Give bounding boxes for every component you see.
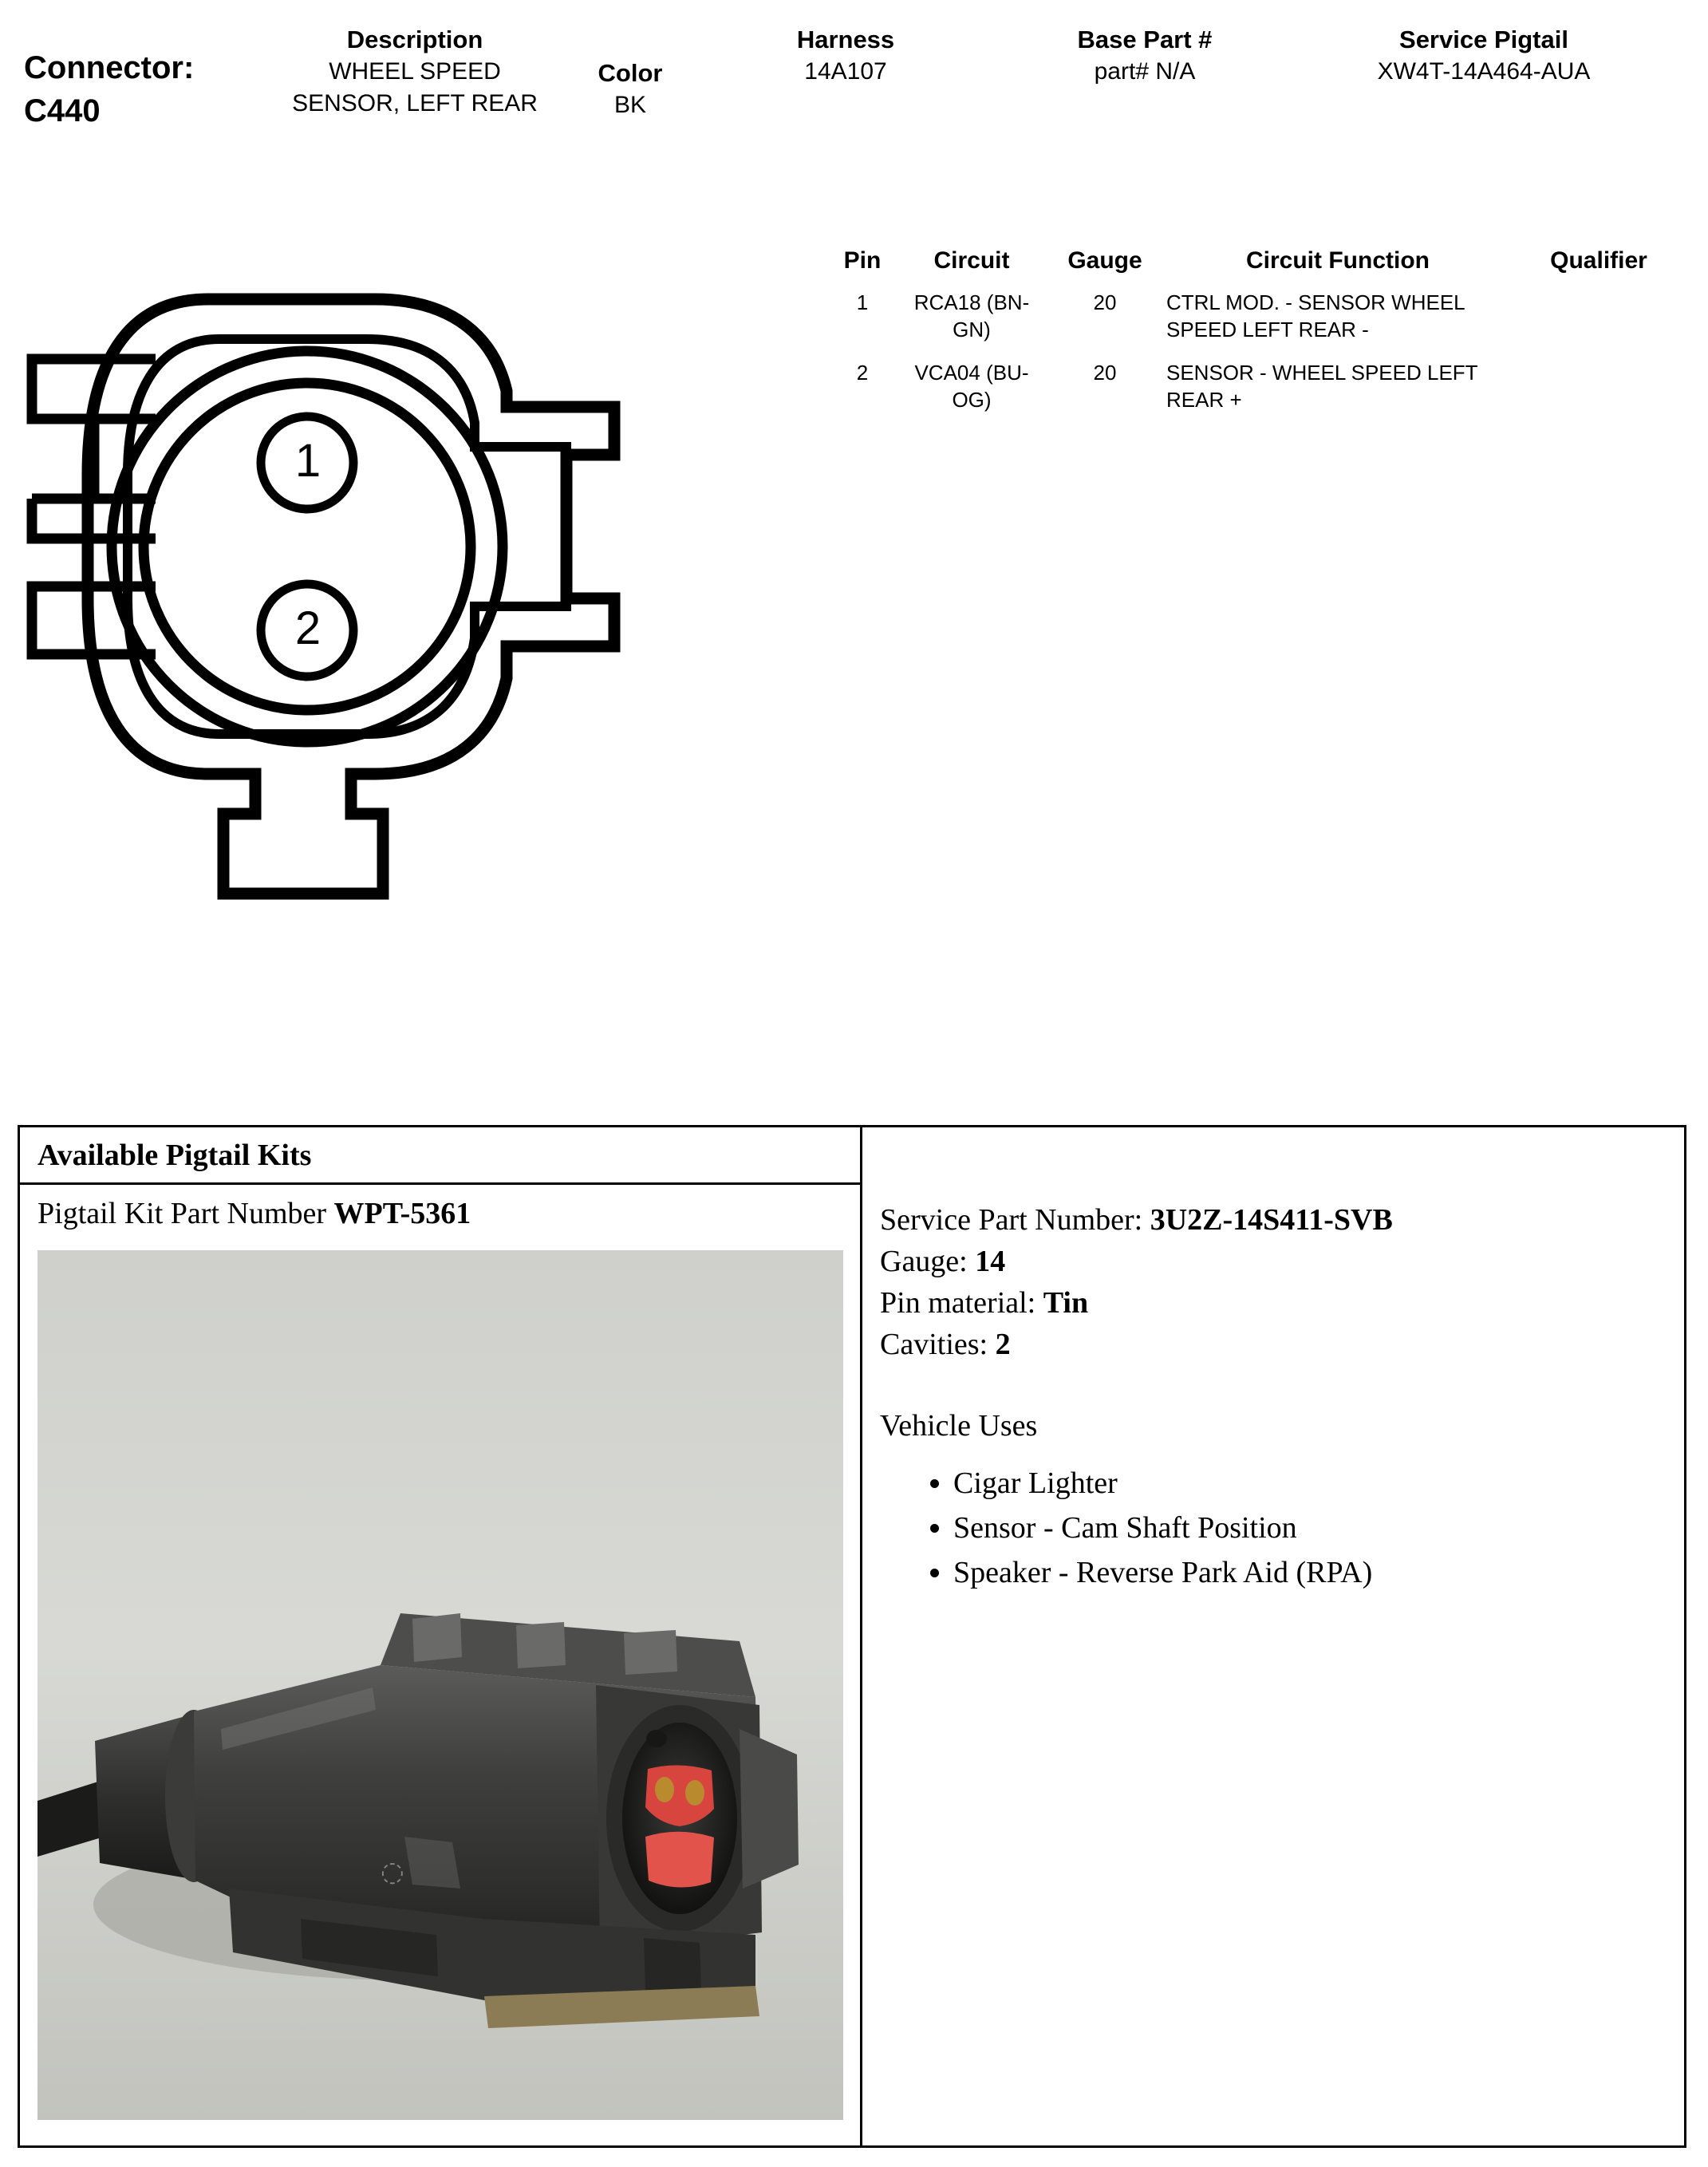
cell-qualifier [1514, 286, 1683, 356]
harness-label: Harness [796, 26, 895, 53]
latch-slot-3 [624, 1630, 677, 1675]
connector-face-diagram [8, 263, 814, 1077]
column-header-pin: Pin [843, 247, 882, 274]
terminal-pin-2 [685, 1780, 704, 1806]
header-base-part [1013, 24, 1276, 88]
header-color [558, 57, 702, 121]
list-item: • Speaker - Reverse Park Aid (RPA) [953, 1550, 1684, 1595]
table-header-row [830, 247, 1683, 286]
header-service-pigtail [1308, 24, 1659, 88]
pigtail-kit-part-number-line [20, 1185, 860, 1242]
connector-identifier [24, 46, 295, 132]
connector-outline-svg [8, 263, 814, 1077]
service-part-value: 3U2Z-14S411-SVB [1150, 1203, 1393, 1237]
connector-label: Connector: [24, 50, 195, 85]
pin-material-label: Pin material: [880, 1286, 1036, 1320]
service-pigtail-value: XW4T-14A464-AUA [1377, 58, 1591, 85]
column-header-circuit-function: Circuit Function [1246, 247, 1430, 274]
cell-gauge: 20 [1093, 361, 1117, 385]
table-row [830, 286, 1683, 356]
service-pigtail-label: Service Pigtail [1399, 26, 1568, 53]
pin-material-value: Tin [1043, 1286, 1089, 1320]
cavities-line [880, 1324, 1684, 1365]
cavity-1-number: 1 [294, 435, 321, 487]
gauge-value: 14 [975, 1245, 1006, 1278]
pigtail-section-title: Available Pigtail Kits [37, 1138, 312, 1172]
color-value: BK [613, 92, 647, 118]
cell-qualifier [1514, 356, 1683, 426]
pigtail-kit-label: Pigtail Kit Part Number [37, 1197, 327, 1230]
description-value: WHEEL SPEED SENSOR, LEFT REAR [292, 58, 538, 116]
cavity-2-number: 2 [294, 602, 321, 654]
pin-circuit-table [830, 247, 1683, 426]
list-item: • Sensor - Cam Shaft Position [953, 1506, 1684, 1550]
cavity-ring-outer [112, 351, 503, 742]
latch-slot-2 [516, 1622, 566, 1668]
column-header-qualifier: Qualifier [1550, 247, 1647, 274]
cell-pin: 2 [856, 361, 869, 385]
pigtail-connector-photo [37, 1250, 843, 2120]
pigtail-kit-number: WPT-5361 [333, 1197, 471, 1230]
vehicle-uses-list [880, 1461, 1684, 1595]
cavity-ring-inner [144, 383, 471, 710]
header-harness [738, 24, 953, 88]
column-header-gauge: Gauge [1067, 247, 1142, 274]
service-part-label: Service Part Number: [880, 1203, 1143, 1237]
pigtail-section-header [20, 1127, 862, 1185]
color-label: Color [598, 59, 663, 87]
vent-hole [646, 1730, 667, 1747]
red-tpa-insert-lower [645, 1832, 714, 1888]
terminal-pin-1 [655, 1777, 674, 1802]
vehicle-uses-title: Vehicle Uses [880, 1409, 1038, 1443]
cell-circuit-function: SENSOR - WHEEL SPEED LEFT REAR + [1166, 361, 1478, 412]
cell-pin: 1 [856, 290, 869, 314]
cell-circuit-function: CTRL MOD. - SENSOR WHEEL SPEED LEFT REAR - [1166, 290, 1465, 341]
molded-marking-text: ◌ [381, 1856, 404, 1888]
pigtail-kit-panel [20, 1185, 862, 2145]
list-item: • Cigar Lighter [953, 1461, 1684, 1506]
header-description [287, 24, 542, 120]
document-header [0, 0, 1708, 191]
cell-gauge: 20 [1093, 290, 1117, 314]
gauge-label: Gauge: [880, 1245, 968, 1278]
cell-circuit: VCA04 (BU-OG) [914, 361, 1029, 412]
body-marking [404, 1837, 460, 1889]
cavities-value: 2 [995, 1328, 1011, 1361]
description-label: Description [346, 26, 483, 53]
table-row [830, 356, 1683, 426]
cavities-label: Cavities: [880, 1328, 988, 1361]
pin-material-line [880, 1282, 1684, 1324]
column-header-circuit: Circuit [933, 247, 1010, 274]
available-pigtail-kits-section [18, 1125, 1686, 2148]
cell-circuit: RCA18 (BN-GN) [913, 290, 1030, 341]
connector-id: C440 [24, 93, 101, 128]
pigtail-photo-illustration [37, 1250, 843, 2120]
base-part-label: Base Part # [1077, 26, 1213, 53]
side-locking-tab [740, 1729, 799, 1889]
gauge-line [880, 1241, 1684, 1282]
base-part-value: part# N/A [1094, 58, 1196, 85]
service-part-number-line [880, 1199, 1684, 1241]
pigtail-spec-panel [862, 1185, 1684, 2145]
harness-value: 14A107 [804, 58, 887, 85]
latch-slot-1 [412, 1613, 462, 1662]
rail-slot-2 [644, 1938, 701, 1992]
